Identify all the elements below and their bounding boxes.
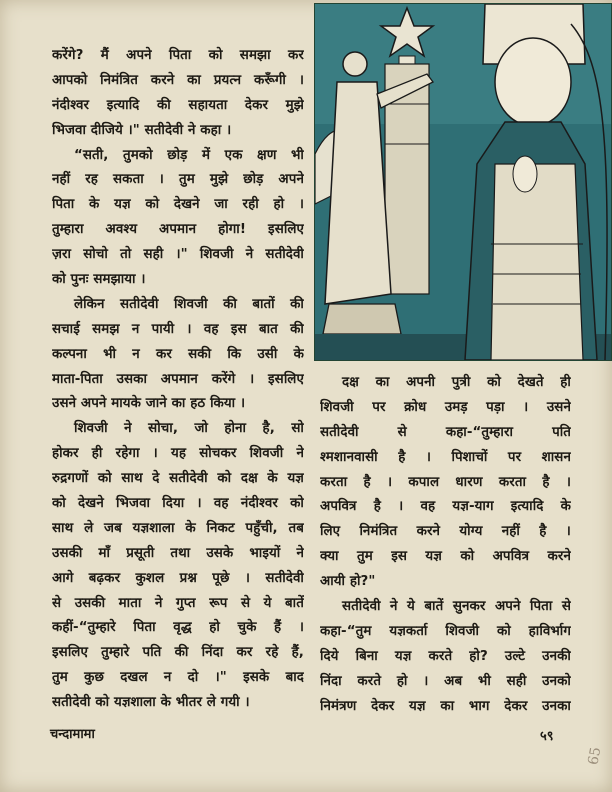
text-line: “सती, तुमको छोड़ में एक क्षण भी [74,147,304,163]
text-line: अपवित्र है । वह यज्ञ-याग इत्यादि के [320,499,571,515]
text-line: कहा-“तुम यज्ञकर्ता शिवजी को हाविर्भाग [320,623,571,639]
text-line: को देखने भिजवा दिया । वह नंदीश्वर को [52,496,304,512]
text-line: लिए निमंत्रित करने योग्य नहीं है । [320,524,571,540]
text-line: सतीदेवी से कहा-“तुम्हारा पति [320,424,571,440]
text-line: भिजवा दीजिये ।" सतीदेवी ने कहा । [52,122,232,138]
text-line: आगे बढ़कर कुशल प्रश्न पूछे । सतीदेवी [52,570,304,586]
text-line: निमंत्रण देकर यज्ञ का भाग देकर उनका [320,698,571,714]
illustration-art [315,4,611,360]
right-text-column [320,371,571,719]
text-line: करेंगे? मैं अपने पिता को समझा कर [52,48,304,63]
text-line: सचाई समझ न पायी । वह इस बात की [52,321,304,337]
text-line: दक्ष का अपनी पुत्री को देखते ही [342,375,571,390]
text-line: से उसकी माता ने गुप्त रूप से ये बातें [52,595,304,611]
text-line: नंदीश्वर इत्यादि की सहायता देकर मुझे [52,97,304,113]
text-line: शिवजी पर क्रोध उमड़ पड़ा । उसने [320,399,571,415]
text-line: पिता के यज्ञ को देखने जा रही हो । [52,197,304,213]
text-line: लेकिन सतीदेवी शिवजी की बातों की [74,296,304,312]
text-line: सतीदेवी ने ये बातें सुनकर अपने पिता से [342,599,571,615]
text-line: होकर ही रहेगा । यह सोचकर शिवजी ने [52,446,304,462]
left-text-column [52,44,304,716]
text-line: करता है । कपाल धारण करता है । [320,474,571,490]
text-line: इसलिए तुम्हारे पति की निंदा कर रहे हैं, [52,645,304,661]
text-line: नहीं रह सकता । तुम मुझे छोड़ अपने [52,172,304,188]
text-line: सतीदेवी को यज्ञशाला के भीतर ले गयी । [52,695,250,711]
text-line: को पुनः समझाया । [52,272,146,288]
text-line: उसकी माँ प्रसूती तथा उसके भाइयों ने [52,545,304,561]
text-line: आपको निमंत्रित करने का प्रयत्न करूँगी । [52,72,304,88]
text-line: निंदा करते हो । अब भी सही उनको [320,673,571,689]
text-line: रुद्रगणों को साथ दे सतीदेवी को दक्ष के यज्ञ [52,471,304,487]
text-line: ज़रा सोचो तो सही ।" शिवजी ने सतीदेवी [52,247,304,263]
text-line: साथ ले जब यज्ञशाला के निकट पहुँची, तब [52,520,304,536]
text-line: आयी हो?" [320,574,376,590]
text-line: उसने अपने मायके जाने का हठ किया । [52,396,246,412]
text-line: दिये बिना यज्ञ करते हो? उल्टे उनकी [320,648,571,664]
text-line: श्मशानवासी है । पिशाचों पर शासन [320,449,571,465]
text-line: तुम कुछ दखल न दो ।" इसके बाद [52,670,304,686]
text-line: कल्पना भी न कर सकी कि उसी के [52,346,304,362]
text-line: माता-पिता उसका अपमान करेंगे । इसलिए [52,371,304,387]
magazine-name: चन्दामामा [50,727,95,742]
page-number: ५९ [540,729,554,744]
text-line: कहीं-“तुम्हारे पिता वृद्ध हो चुके हैं । [52,620,304,636]
margin-note: 65 [585,745,605,767]
text-line: तुम्हारा अवश्य अपमान होगा! इसलिए [52,222,304,238]
text-line: क्या तुम इस यज्ञ को अपवित्र करने [320,549,571,565]
illustration [314,3,612,361]
text-line: शिवजी ने सोचा, जो होना है, सो [74,421,304,437]
